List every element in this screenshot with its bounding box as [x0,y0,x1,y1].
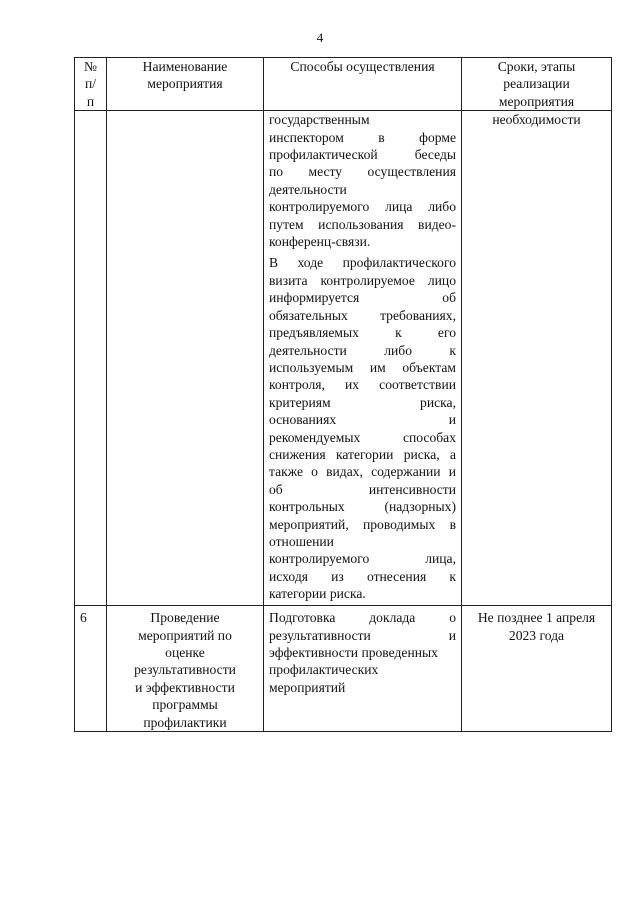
text-line: мероприятий [269,679,346,695]
cell-activity-name [107,111,264,606]
cell-methods [264,111,462,606]
method-paragraph-2 [269,254,456,602]
table-row [75,606,612,732]
text-line: информируется об [269,290,456,306]
cell-activity-name: Проведение мероприятий по оценке результативности и эффективности программы профилактики [107,606,264,732]
text-line: отношении [269,533,334,549]
method-paragraph [269,609,456,696]
header-activity-name: Наименование мероприятия [107,58,264,111]
text-line: контролируемого лица либо [269,199,456,215]
text-line: деятельности либо к [269,342,456,358]
text-line: основаниях и [269,412,456,428]
text-line: контролируемого лица, [269,551,456,567]
cell-number: 6 [75,606,107,732]
text-line: конференц-связи. [269,234,371,250]
cell-methods [264,606,462,732]
text-line: контрольных (надзорных) [269,499,456,515]
cell-term: Не позднее 1 апреля 2023 года [462,606,612,732]
header-terms: Сроки, этапы реализации мероприятия [462,58,612,111]
table-header-row [75,58,612,111]
text-line: также о видах, содержании и [269,464,456,480]
cell-term: необходимости [462,111,612,606]
text-line: обязательных требованиях, [269,307,456,323]
header-methods: Способы осуществления [264,58,462,111]
page-number: 4 [316,30,324,45]
text-line: эффективности проведенных [269,645,438,661]
text-line: снижения категории риска, а [269,446,456,462]
text-line: профилактической беседы [269,147,456,163]
text-line: категории риска. [269,586,366,602]
method-paragraph-1 [269,111,456,250]
text-line: инспектором в форме [269,129,456,145]
header-number: № п/ п [75,58,107,111]
activities-table [74,57,612,732]
text-line: предъявляемых к его [269,325,456,341]
text-line: критериям риска, [269,394,456,410]
text-line: по месту осуществления [269,164,456,180]
text-line: деятельности [269,181,347,197]
text-line: Подготовка доклада о [269,610,456,626]
text-line: визита контролируемое лицо [269,272,456,288]
text-line: исходя из отнесения к [269,568,456,584]
cell-number [75,111,107,606]
text-line: используемым им объектам [269,359,456,375]
text-line: путем использования видео- [269,216,456,232]
text-line: государственным [269,112,370,128]
text-line: контроля, их соответствии [269,377,456,393]
text-line: В ходе профилактического [269,255,456,271]
text-line: об интенсивности [269,481,456,497]
text-line: профилактических [269,662,379,678]
text-line: результативности и [269,627,456,643]
text-line: рекомендуемых способах [269,429,456,445]
table-row [75,111,612,606]
text-line: мероприятий, проводимых в [269,516,456,532]
